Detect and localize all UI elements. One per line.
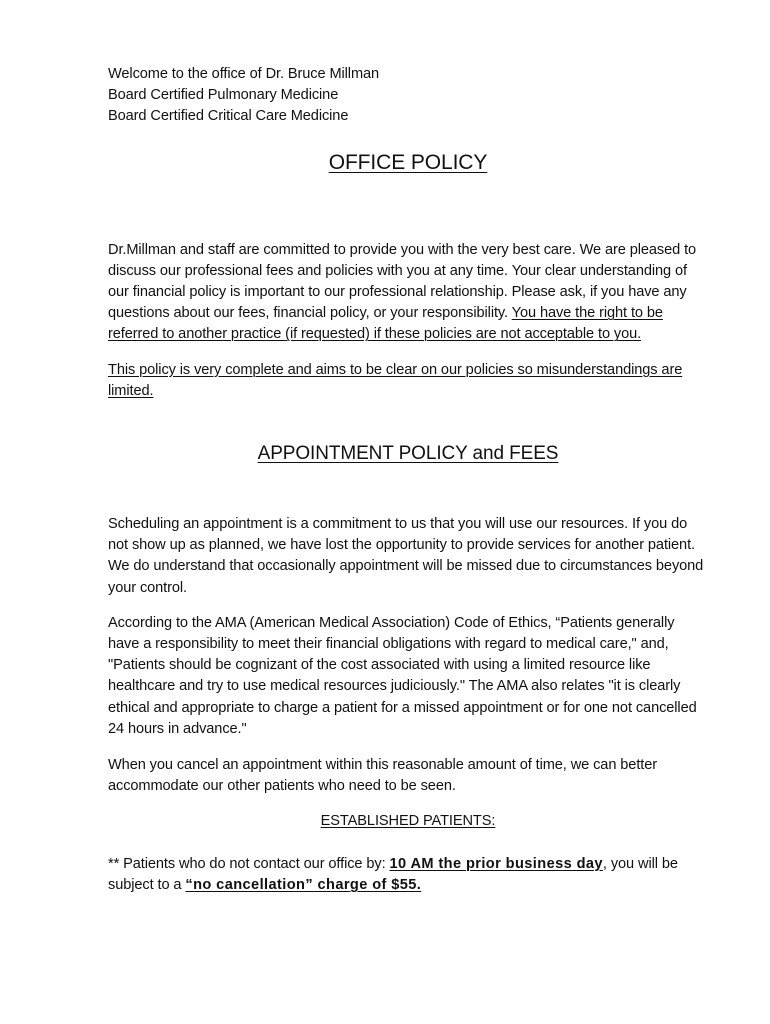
intro-paragraph <box>108 240 708 346</box>
established-patients-heading <box>108 811 708 832</box>
document-page <box>108 64 708 896</box>
policy-middle: , you will be subject to a <box>108 855 678 893</box>
intro-underlined-text: You have the right to be referred to another practice (if requested) if these policies are not acceptable to you. <box>108 305 663 343</box>
ama-paragraph: According to the AMA (American Medical Association) Code of Ethics, “Patients generally have a responsibility to meet their financial obligations with regard to medical care," and, "Patients should be cognizant of the cost associated with using a limited resource like healthcare and try to use medical resources judiciously." The AMA also relates "it is clearly ethical and appropriate to charge a patient for a missed appointment or for one not cancelled 24 hours in advance." <box>108 614 697 737</box>
established-patients-heading-text: ESTABLISHED PATIENTS: <box>320 813 496 830</box>
established-patients-policy <box>108 854 708 896</box>
scheduling-paragraph: Scheduling an appointment is a commitment to us that you will use our resources. If you do not show up as planned, we have lost the opportunity to provide services for another patient. We do understand that occasionally appointment will be missed due to circumstances beyond your control. <box>108 516 704 596</box>
page-title-text: OFFICE POLICY <box>328 150 488 174</box>
policy-charge: “no cancellation” charge of $55. <box>185 876 422 893</box>
office-header <box>108 64 708 128</box>
intro-paragraph-2: This policy is very complete and aims to be clear on our policies so misunderstandings are limited. <box>108 361 683 399</box>
header-welcome: Welcome to the office of Dr. Bruce Millman <box>108 66 380 82</box>
header-credential-critical-care: Board Certified Critical Care Medicine <box>108 108 349 125</box>
header-credential-pulmonary: Board Certified Pulmonary Medicine <box>108 87 339 104</box>
intro-text: Dr.Millman and staff are committed to provide you with the very best care. We are pleased to discuss our professional fees and policies with you at any time. Your clear understanding of our financial policy is important to our professional relationship. Please ask, if you have any questions about our fees, financial policy, or your responsibility. <box>108 241 697 322</box>
policy-deadline: 10 AM the prior business day <box>389 855 603 872</box>
section-title-text: APPOINTMENT POLICY and FEES <box>257 443 559 465</box>
cancel-paragraph: When you cancel an appointment within this reasonable amount of time, we can better accommodate our other patients who need to be seen. <box>108 757 658 795</box>
policy-prefix: ** Patients who do not contact our office by: <box>108 855 390 872</box>
section-title <box>108 442 708 466</box>
page-title <box>108 150 708 176</box>
